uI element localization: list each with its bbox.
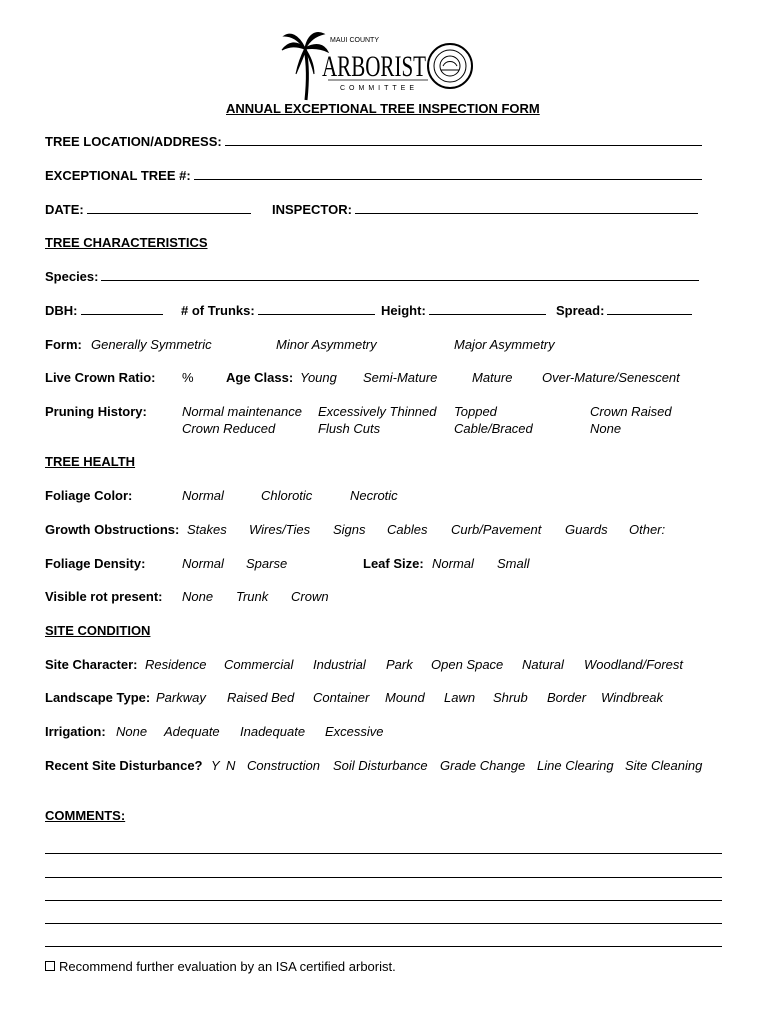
visible-rot-option[interactable]: Crown [291,589,329,604]
comment-line[interactable] [45,853,722,854]
disturbance-option[interactable]: Construction [247,758,320,773]
tree-number-input[interactable] [194,168,702,180]
disturbance-option[interactable]: Y [211,758,220,773]
comment-line[interactable] [45,900,722,901]
recommend-checkbox[interactable] [45,961,55,971]
foliage-color-label: Foliage Color: [45,488,133,503]
foliage-density-label: Foliage Density: [45,556,146,571]
landscape-type-label: Landscape Type: [45,690,151,705]
landscape-option[interactable]: Shrub [493,690,528,705]
irrigation-option[interactable]: None [116,724,148,739]
pruning-option[interactable]: Crown Reduced [182,421,276,436]
characteristics-heading: TREE CHARACTERISTICS [45,235,208,250]
comment-line[interactable] [45,923,722,924]
pruning-option[interactable]: None [590,421,622,436]
height-row [381,303,546,319]
landscape-option[interactable]: Container [313,690,370,705]
date-input[interactable] [87,202,251,214]
landscape-option[interactable]: Lawn [444,690,476,705]
age-class-option[interactable]: Semi-Mature [363,370,438,385]
logo-county-text: MAUI COUNTY [330,37,379,44]
pruning-option[interactable]: Flush Cuts [318,421,381,436]
inspector-label: INSPECTOR: [272,202,352,217]
landscape-option[interactable]: Raised Bed [227,690,295,705]
growth-option[interactable]: Curb/Pavement [451,522,542,537]
growth-option[interactable]: Guards [565,522,608,537]
pruning-option[interactable]: Crown Raised [590,404,672,419]
foliage-color-option[interactable]: Normal [182,488,224,503]
pruning-option[interactable]: Normal maintenance [182,404,302,419]
form-option[interactable]: Minor Asymmetry [276,337,377,352]
site-character-label: Site Character: [45,657,138,672]
site-character-option[interactable]: Industrial [313,657,366,672]
location-input[interactable] [225,134,702,146]
irrigation-option[interactable]: Inadequate [240,724,306,739]
foliage-density-option[interactable]: Sparse [246,556,288,571]
growth-obstructions-label: Growth Obstructions: [45,522,180,537]
species-input[interactable] [101,269,699,281]
disturbance-option[interactable]: N [226,758,236,773]
visible-rot-option[interactable]: Trunk [236,589,269,604]
landscape-option[interactable]: Border [547,690,587,705]
logo-sub-text: COMMITTEE [340,85,418,92]
trunks-label: # of Trunks: [181,303,255,318]
visible-rot-label: Visible rot present: [45,589,163,604]
site-character-option[interactable]: Woodland/Forest [584,657,683,672]
height-input[interactable] [429,303,546,315]
logo-name-text: ARBORIST [322,50,426,83]
health-heading: TREE HEALTH [45,454,136,469]
inspector-row [272,202,698,218]
form-option[interactable]: Major Asymmetry [454,337,555,352]
inspector-input[interactable] [355,202,698,214]
leaf-size-option[interactable]: Normal [432,556,474,571]
pruning-history-label: Pruning History: [45,404,147,419]
trunks-row [181,303,375,319]
leaf-size-label: Leaf Size: [363,556,424,571]
date-label: DATE: [45,202,84,217]
comment-line[interactable] [45,946,722,947]
age-class-option[interactable]: Young [300,370,337,385]
date-row [45,202,251,218]
growth-option[interactable]: Signs [333,522,366,537]
age-class-option[interactable]: Over-Mature/Senescent [542,370,680,385]
site-heading: SITE CONDITION [45,623,151,638]
site-character-option[interactable]: Open Space [431,657,504,672]
dbh-input[interactable] [81,303,163,315]
growth-option[interactable]: Stakes [187,522,227,537]
foliage-color-option[interactable]: Chlorotic [261,488,313,503]
county-seal-icon [428,44,472,88]
landscape-option[interactable]: Parkway [156,690,206,705]
growth-option[interactable]: Wires/Ties [249,522,311,537]
species-label: Species: [45,269,99,284]
age-class-option[interactable]: Mature [472,370,513,385]
pruning-option[interactable]: Excessively Thinned [318,404,437,419]
site-character-option[interactable]: Commercial [224,657,294,672]
comment-line[interactable] [45,877,722,878]
pruning-option[interactable]: Cable/Braced [454,421,533,436]
species-row [45,269,699,285]
visible-rot-option[interactable]: None [182,589,214,604]
recommend-row [45,959,396,975]
disturbance-option[interactable]: Soil Disturbance [333,758,428,773]
growth-option[interactable]: Cables [387,522,428,537]
tree-number-row [45,168,702,184]
site-character-option[interactable]: Park [386,657,413,672]
form-title: ANNUAL EXCEPTIONAL TREE INSPECTION FORM [226,101,540,116]
spread-label: Spread: [556,303,605,318]
location-row [45,134,702,150]
pruning-option[interactable]: Topped [454,404,497,419]
age-class-label: Age Class: [226,370,294,385]
dbh-row [45,303,163,319]
growth-option[interactable]: Other: [629,522,666,537]
landscape-option[interactable]: Mound [385,690,425,705]
height-label: Height: [381,303,426,318]
spread-input[interactable] [607,303,692,315]
trunks-input[interactable] [258,303,375,315]
comments-heading: COMMENTS: [45,808,126,823]
spread-row [556,303,692,319]
leaf-size-option[interactable]: Small [497,556,530,571]
landscape-option[interactable]: Windbreak [601,690,664,705]
site-disturbance-label: Recent Site Disturbance? [45,758,203,773]
foliage-color-option[interactable]: Necrotic [350,488,398,503]
form-option[interactable]: Generally Symmetric [91,337,212,352]
irrigation-label: Irrigation: [45,724,106,739]
disturbance-option[interactable]: Grade Change [440,758,526,773]
location-label: TREE LOCATION/ADDRESS: [45,134,222,149]
site-character-option[interactable]: Residence [145,657,207,672]
live-crown-ratio-unit: % [182,370,194,385]
tree-number-label: EXCEPTIONAL TREE #: [45,168,191,183]
disturbance-option[interactable]: Site Cleaning [625,758,703,773]
live-crown-ratio-label: Live Crown Ratio: [45,370,156,385]
irrigation-option[interactable]: Excessive [325,724,384,739]
recommend-text: Recommend further evaluation by an ISA certified arborist. [59,959,396,974]
form-label: Form: [45,337,82,352]
dbh-label: DBH: [45,303,78,318]
arborist-committee-logo [278,30,478,102]
irrigation-option[interactable]: Adequate [164,724,220,739]
disturbance-option[interactable]: Line Clearing [537,758,614,773]
foliage-density-option[interactable]: Normal [182,556,224,571]
site-character-option[interactable]: Natural [522,657,564,672]
